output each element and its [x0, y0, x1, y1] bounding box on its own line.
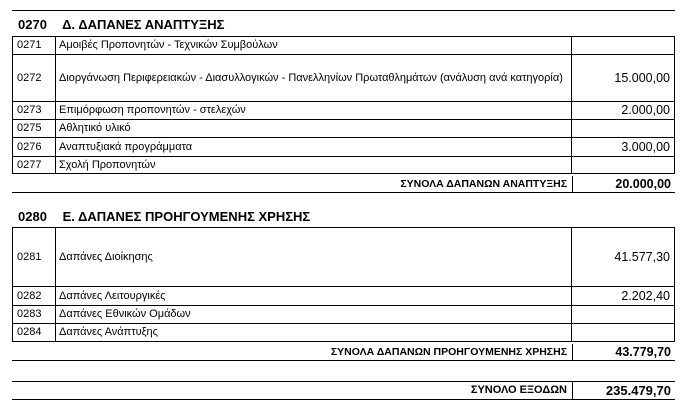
section-e-table — [12, 227, 675, 342]
section-d-title: Δ. ΔΑΠΑΝΕΣ ΑΝΑΠΤΥΞΗΣ — [62, 17, 225, 32]
row-amount — [572, 306, 675, 324]
row-amount — [572, 37, 675, 55]
row-code: 0277 — [13, 157, 56, 174]
table-row — [13, 102, 675, 120]
row-code: 0273 — [13, 102, 56, 120]
table-row — [13, 55, 675, 102]
section-d-total-label: ΣΥΝΟΛΑ ΔΑΠΑΝΩΝ ΑΝΑΠΤΥΞΗΣ — [400, 178, 567, 190]
row-code: 0275 — [13, 120, 56, 138]
row-amount: 2.000,00 — [572, 102, 675, 120]
row-code: 0284 — [13, 324, 56, 342]
row-amount: 3.000,00 — [572, 138, 675, 157]
row-code: 0271 — [13, 37, 56, 55]
row-description: Δαπάνες Διοίκησης — [56, 228, 572, 287]
row-code: 0281 — [13, 228, 56, 287]
row-code: 0282 — [13, 287, 56, 306]
table-row — [13, 306, 675, 324]
row-description: Αθλητικό υλικό — [56, 120, 572, 138]
row-description: Δαπάνες Ανάπτυξης — [56, 324, 572, 342]
row-description: Σχολή Προπονητών — [56, 157, 572, 174]
total-underline — [12, 360, 675, 361]
row-code: 0283 — [13, 306, 56, 324]
table-row — [13, 37, 675, 55]
row-code: 0276 — [13, 138, 56, 157]
section-e-code: 0280 — [18, 209, 47, 224]
row-description: Αμοιβές Προπονητών - Τεχνικών Συμβούλων — [56, 37, 572, 55]
row-description: Δαπάνες Λειτουργικές — [56, 287, 572, 306]
row-description: Επιμόρφωση προπονητών - στελεχών — [56, 102, 572, 120]
grand-total-value: 235.479,70 — [605, 383, 671, 398]
grand-total-label: ΣΥΝΟΛΟ ΕΞΟΔΩΝ — [470, 384, 567, 396]
row-description: Αναπτυξιακά προγράμματα — [56, 138, 572, 157]
grand-total — [12, 382, 675, 400]
section-d-heading — [18, 17, 224, 32]
section-d-table — [12, 36, 675, 174]
total-underline — [12, 192, 675, 193]
row-description: Διοργάνωση Περιφερειακών - Διασυλλογικών - Πανελληνίων Πρωταθλημάτων (ανάλυση ανά κατηγορία) — [56, 55, 572, 102]
table-row — [13, 228, 675, 287]
section-e-total-label: ΣΥΝΟΛΑ ΔΑΠΑΝΩΝ ΠΡΟΗΓΟΥΜΕΝΗΣ ΧΡΗΣΗΣ — [330, 346, 567, 358]
top-rule — [12, 10, 675, 11]
section-d-total — [12, 176, 675, 193]
section-e-total-value: 43.779,70 — [615, 345, 671, 359]
row-amount: 2.202,40 — [572, 287, 675, 306]
row-amount — [572, 157, 675, 174]
total-divider — [572, 382, 573, 400]
row-amount — [572, 120, 675, 138]
section-e-total — [12, 344, 675, 361]
section-d-total-value: 20.000,00 — [615, 177, 671, 191]
total-underline — [12, 399, 675, 400]
section-e-title: Ε. ΔΑΠΑΝΕΣ ΠΡΟΗΓΟΥΜΕΝΗΣ ΧΡΗΣΗΣ — [62, 209, 311, 224]
row-amount — [572, 324, 675, 342]
table-row — [13, 120, 675, 138]
row-amount: 15.000,00 — [572, 55, 675, 102]
table-row — [13, 138, 675, 157]
table-row — [13, 324, 675, 342]
section-e-heading — [18, 209, 310, 224]
table-row — [13, 287, 675, 306]
total-divider — [572, 176, 573, 193]
total-divider — [572, 344, 573, 361]
section-d-code: 0270 — [18, 17, 47, 32]
table-row — [13, 157, 675, 174]
row-code: 0272 — [13, 55, 56, 102]
row-description: Δαπάνες Εθνικών Ομάδων — [56, 306, 572, 324]
row-amount: 41.577,30 — [572, 228, 675, 287]
